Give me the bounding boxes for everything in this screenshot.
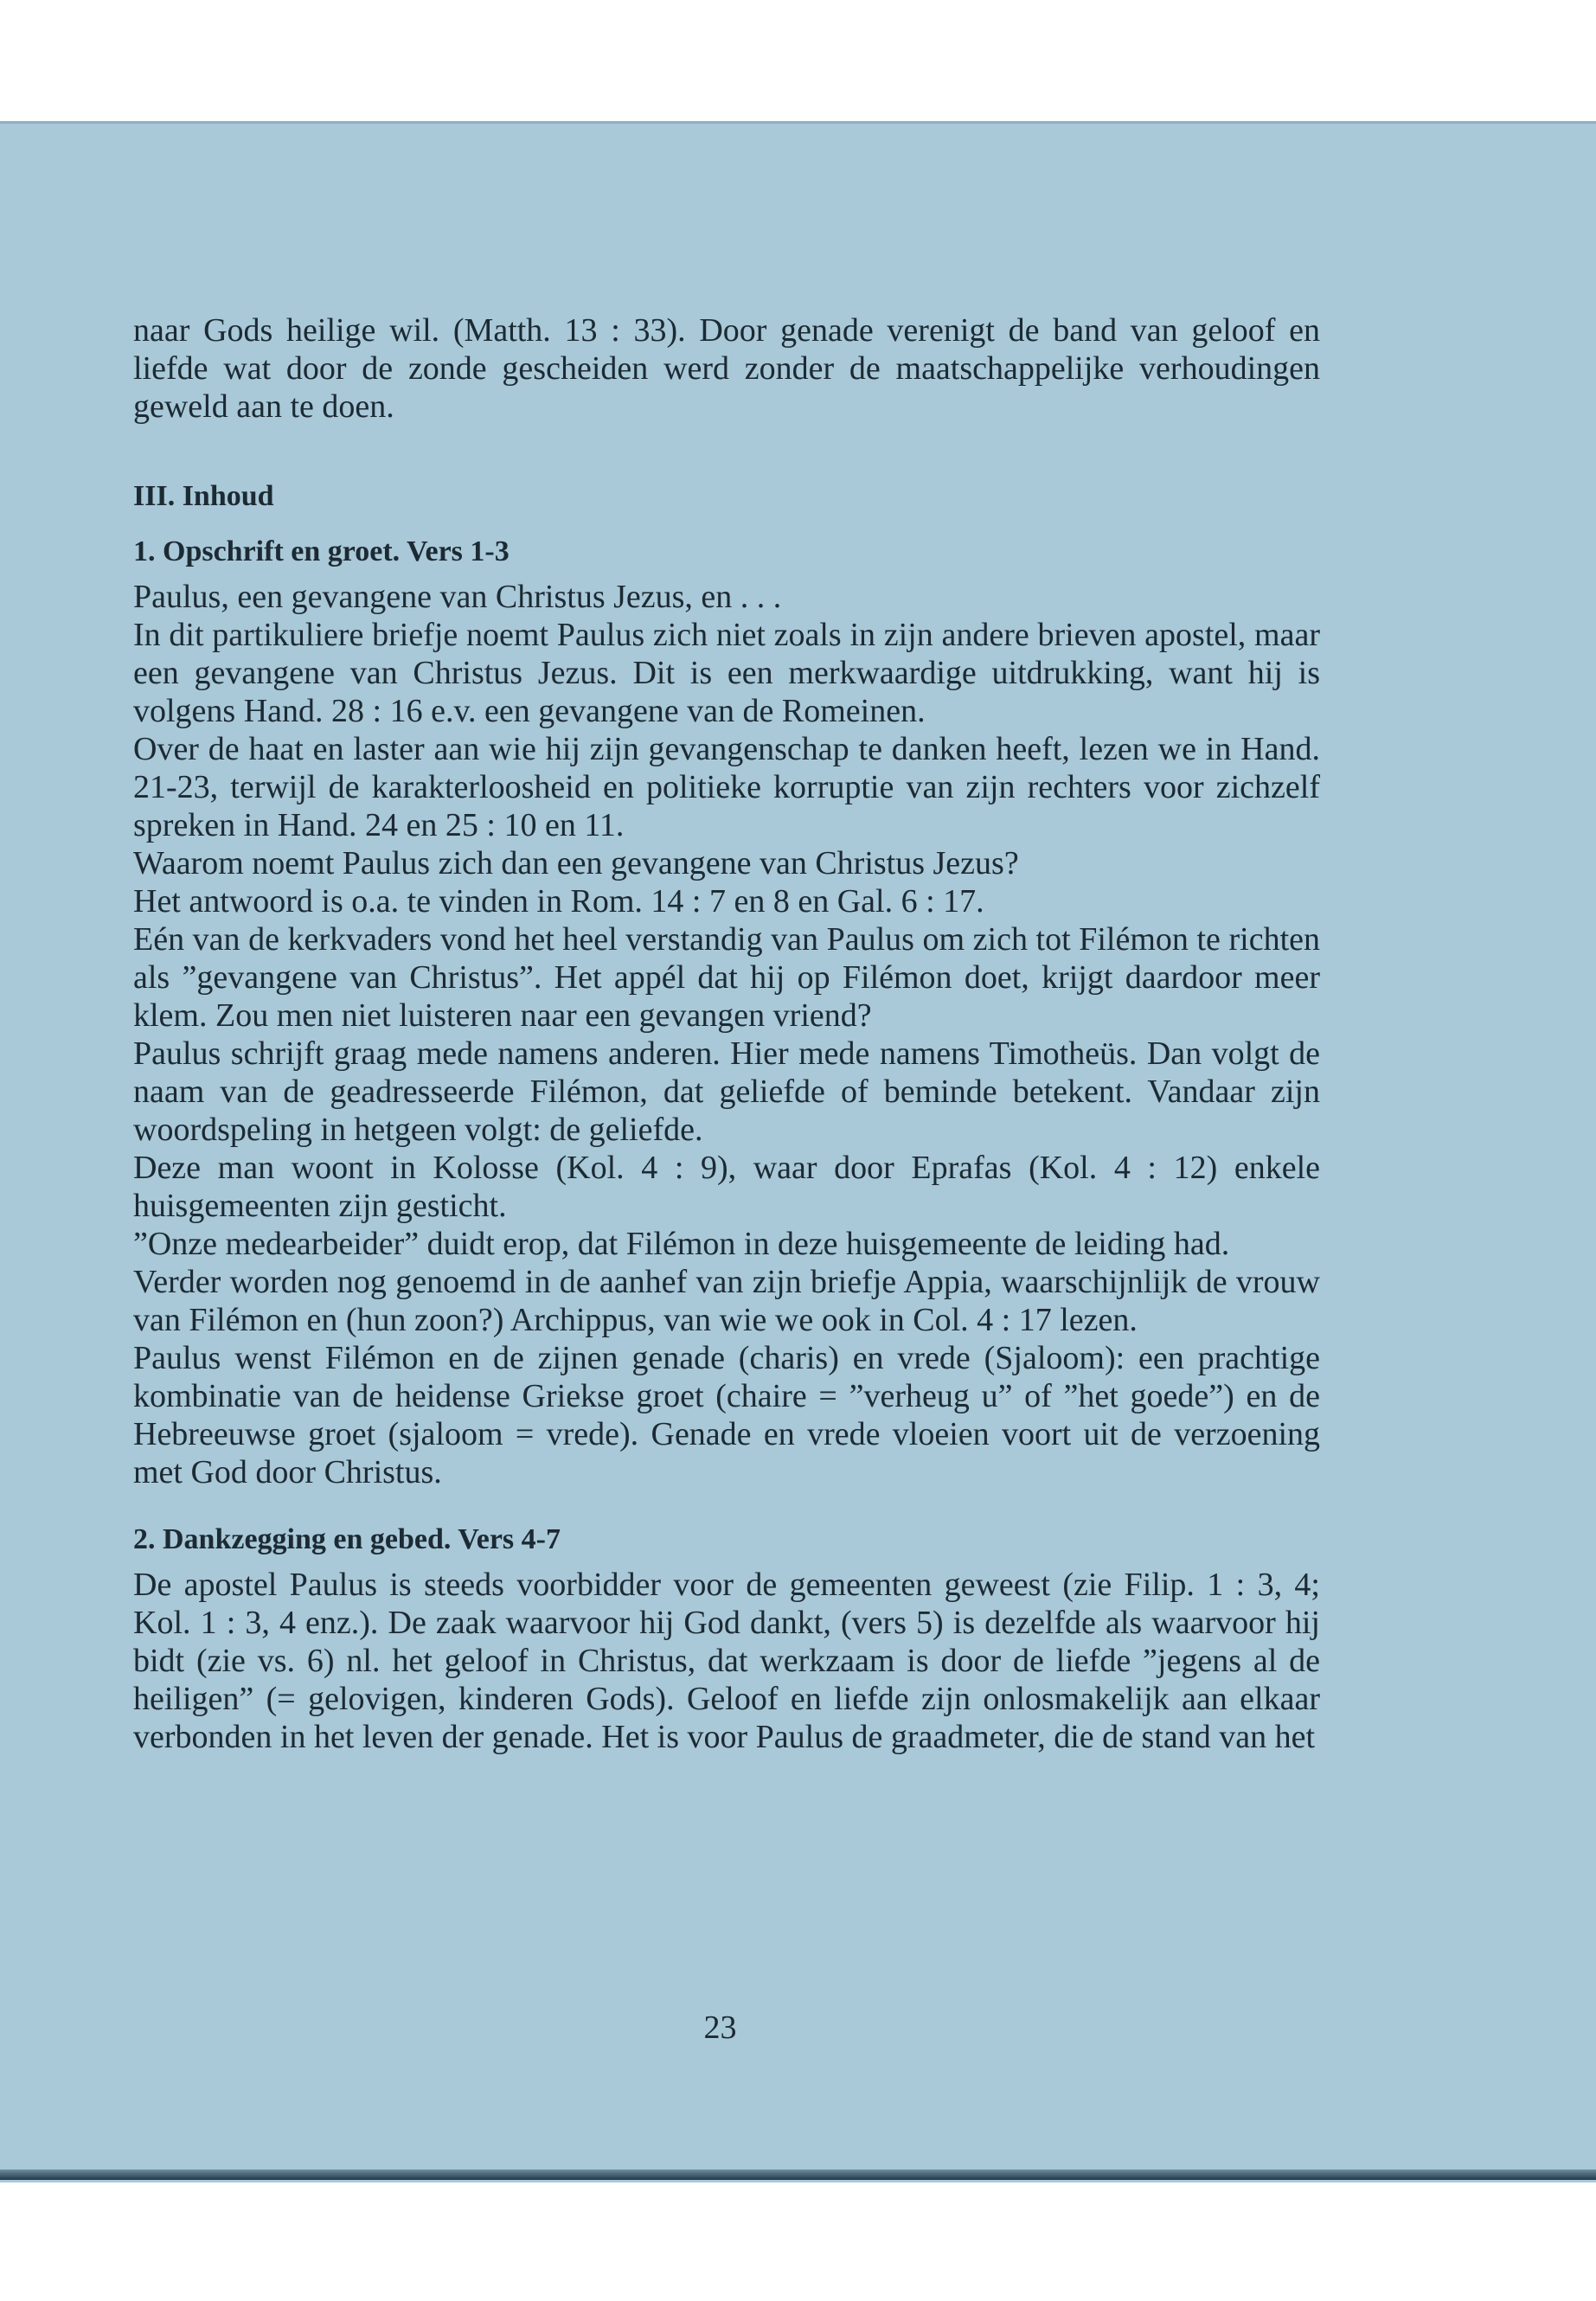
page-body (133, 311, 1320, 1756)
paragraph: Paulus wenst Filémon en de zijnen genade (charis) en vrede (Sjaloom): een prachtige kombinatie van de heidense Griekse groet (chaire = ”verheug u” of ”het goede”) en de Hebreeuwse groet (sjaloom = vrede). Genade en vrede vloeien voort uit de verzoening met God door Christus. (133, 1340, 1320, 1490)
page-bottom-edge (0, 2170, 1596, 2180)
paragraph: Paulus, een gevangene van Christus Jezus, en . . . (133, 579, 782, 615)
page-number: 23 (703, 2009, 737, 2046)
paragraph: De apostel Paulus is steeds voorbidder voor de gemeenten geweest (zie Filip. 1 : 3, 4; Kol. 1 : 3, 4 enz.). De zaak waarvoor hij God dankt, (vers 5) is dezelfde als waarvoor hij bidt (zie vs. 6) nl. het geloof in Christus, dat werkzaam is door de liefde ”jegens al de heiligen” (= gelovigen, kinderen Gods). Geloof en liefde zijn onlosmakelijk aan elkaar verbonden in het leven der genade. Het is voor Paulus de graadmeter, die de stand van het (133, 1567, 1320, 1755)
paragraph: ”Onze medearbeider” duidt erop, dat Filémon in deze huisgemeente de leiding had. (133, 1226, 1230, 1262)
subsection-title-2: 2. Dankzegging en gebed. Vers 4-7 (133, 1523, 561, 1555)
intro-paragraph: naar Gods heilige wil. (Matth. 13 : 33). Door genade verenigt de band van geloof en liefde wat door de zonde gescheiden werd zonder de maatschappelijke verhoudingen geweld aan te doen. (133, 312, 1320, 425)
paragraph: Deze man woont in Kolosse (Kol. 4 : 9), waar door Eprafas (Kol. 4 : 12) enkele huisgemeenten zijn gesticht. (133, 1150, 1320, 1224)
section-title: III. Inhoud (133, 480, 274, 512)
paragraph: Eén van de kerkvaders vond het heel verstandig van Paulus om zich tot Filémon te richten als ”gevangene van Christus”. Het appél dat hij op Filémon doet, krijgt daardoor meer klem. Zou men niet luisteren naar een gevangen vriend? (133, 921, 1320, 1034)
subsection-title-1: 1. Opschrift en groet. Vers 1-3 (133, 535, 510, 567)
paragraph: Verder worden nog genoemd in de aanhef van zijn briefje Appia, waarschijnlijk de vrouw van Filémon en (hun zoon?) Archippus, van wie we ook in Col. 4 : 17 lezen. (133, 1264, 1320, 1338)
paragraph: Het antwoord is o.a. te vinden in Rom. 14 : 7 en 8 en Gal. 6 : 17. (133, 883, 984, 920)
paragraph: In dit partikuliere briefje noemt Paulus zich niet zoals in zijn andere brieven apostel, maar een gevangene van Christus Jezus. Dit is een merkwaardige uitdrukking, want hij is volgens Hand. 28 : 16 e.v. een gevangene van de Romeinen. (133, 617, 1320, 729)
paragraph: Paulus schrijft graag mede namens anderen. Hier mede namens Timotheüs. Dan volgt de naam van de geadresseerde Filémon, dat geliefde of beminde betekent. Vandaar zijn woordspeling in hetgeen volgt: de geliefde. (133, 1035, 1320, 1148)
paragraph: Over de haat en laster aan wie hij zijn gevangenschap te danken heeft, lezen we in Hand. 21-23, terwijl de karakterloosheid en politieke korruptie van zijn rechters voor zichzelf spreken in Hand. 24 en 25 : 10 en 11. (133, 731, 1320, 843)
paragraph: Waarom noemt Paulus zich dan een gevangene van Christus Jezus? (133, 845, 1019, 881)
